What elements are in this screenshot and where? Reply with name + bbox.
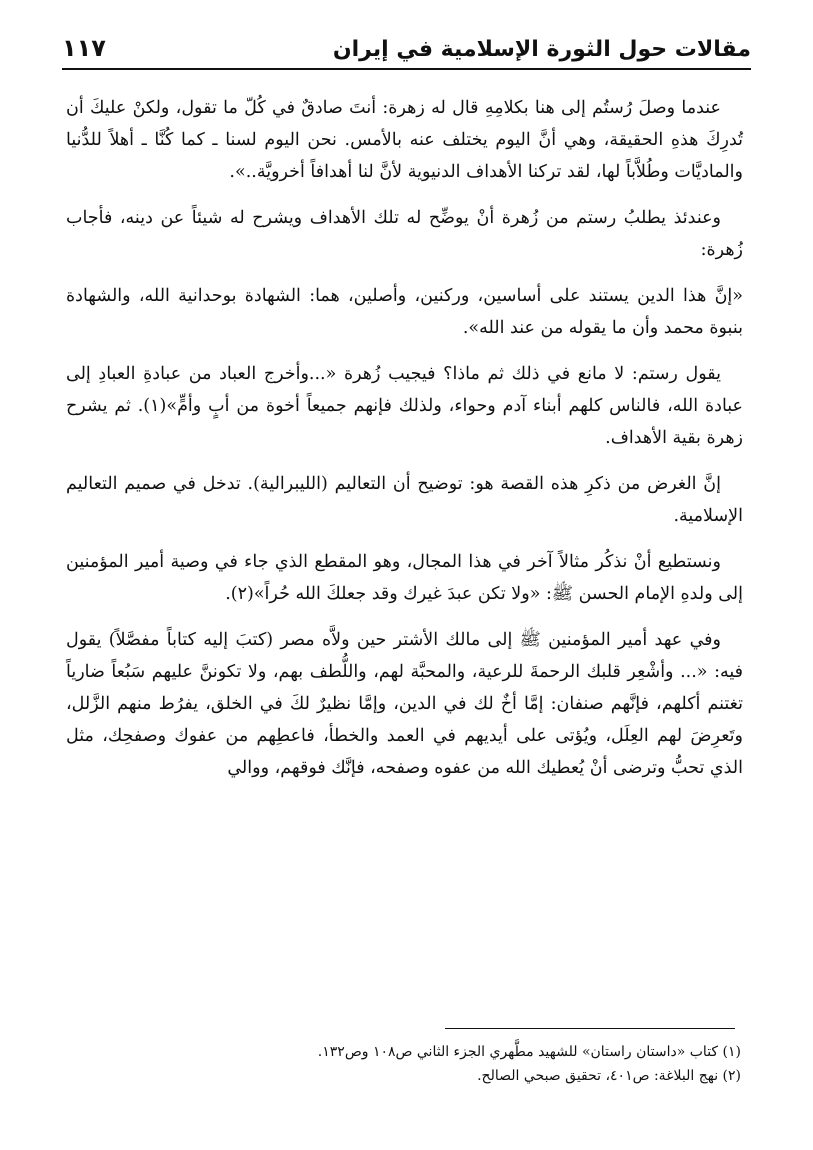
footnote: (١) كتاب «داستان راستان» للشهيد مطَّهري الجزء الثاني ص١٠٨ وص١٣٢. xyxy=(317,1044,741,1060)
paragraph: وعندئذ يطلبُ رستم من زُهرة أنْ يوضِّح له تلك الأهداف ويشرح له شيئاً عن دينه، فأجاب زُهرة: xyxy=(66,208,743,260)
paragraph: إنَّ الغرض من ذكرِ هذه القصة هو: توضيح أن التعاليم (الليبرالية). تدخل في صميم التعاليم الإسلامية. xyxy=(66,474,743,526)
footnote-divider xyxy=(445,1028,735,1029)
quotation-paragraph: «إنَّ هذا الدين يستند على أساسين، وركنين، وأصلين، هما: الشهادة بوحدانية الله، والشهادة بنبوة محمد وأن ما يقوله من عند الله». xyxy=(66,286,743,338)
footnotes xyxy=(66,1040,741,1088)
body-text xyxy=(66,92,743,798)
page-header xyxy=(62,28,751,70)
paragraph: يقول رستم: لا مانع في ذلك ثم ماذا؟ فيجيب زُهرة «...وأخرج العباد من عبادةِ العبادِ إلى عبادة الله، فالناس كلهم أبناء آدم وحواء، ولذلك فإنهم جميعاً أخوة من أبٍ وأمٍّ»(١). ثم يشرح زهرة بقية الأهداف. xyxy=(66,364,743,448)
page-number: ١١٧ xyxy=(62,34,106,62)
footnote: (٢) نهج البلاغة: ص٤٠١، تحقيق صبحي الصالح. xyxy=(477,1068,741,1084)
paragraph: وفي عهد أمير المؤمنين ﷺ إلى مالك الأشتر حين ولاَّه مصر (كتبَ إليه كتاباً مفصَّلاً) يقول فيه: «... وأشْعِر قلبك الرحمةَ للرعية، والمحبَّة لهم، واللُّطف بهم، ولا تكوننَّ عليهم سَبُعاً ضارياً تغتنم أكلهم، فإنَّهم صنفان: إمَّا أخٌ لك في الدين، وإمَّا نظيرٌ لكَ في الخلق، يفرُط منهم الزَّلل، وتَعرِضَ لهم العِلَل، ويُؤتى على أيديهم في العمد والخطأ، فاعطِهم من عفوك وصفحِك، مثل الذي تحبُّ وترضى أنْ يُعطيك الله من عفوه وصفحه، فإنَّك فوقهم، ووالي xyxy=(66,630,743,778)
running-title: مقالات حول الثورة الإسلامية في إيران xyxy=(332,37,751,62)
paragraph: ونستطيع أنْ نذكُر مثالاً آخر في هذا المجال، وهو المقطع الذي جاء في وصية أمير المؤمنين إلى ولدهِ الإمام الحسن ﷺ: «ولا تكن عبدَ غيرك وقد جعلكَ الله حُراً»(٢). xyxy=(66,552,743,604)
paragraph: عندما وصلَ رُستُم إلى هنا بكلامِهِ قال له زهرة: أنتَ صادقٌ في كُلّ ما تقول، ولكنْ عليكَ أن تُدرِكَ هذهِ الحقيقة، وهي أنَّ اليوم يختلف عنه بالأمس. نحن اليوم لسنا ـ كما كُنَّا ـ أهلاً للدُّنيا والماديَّات وطُلاَّباً لها، لقد تركنا الأهداف الدنيوية لأنَّ لنا أهدافاً أخرويَّة..». xyxy=(66,98,743,182)
